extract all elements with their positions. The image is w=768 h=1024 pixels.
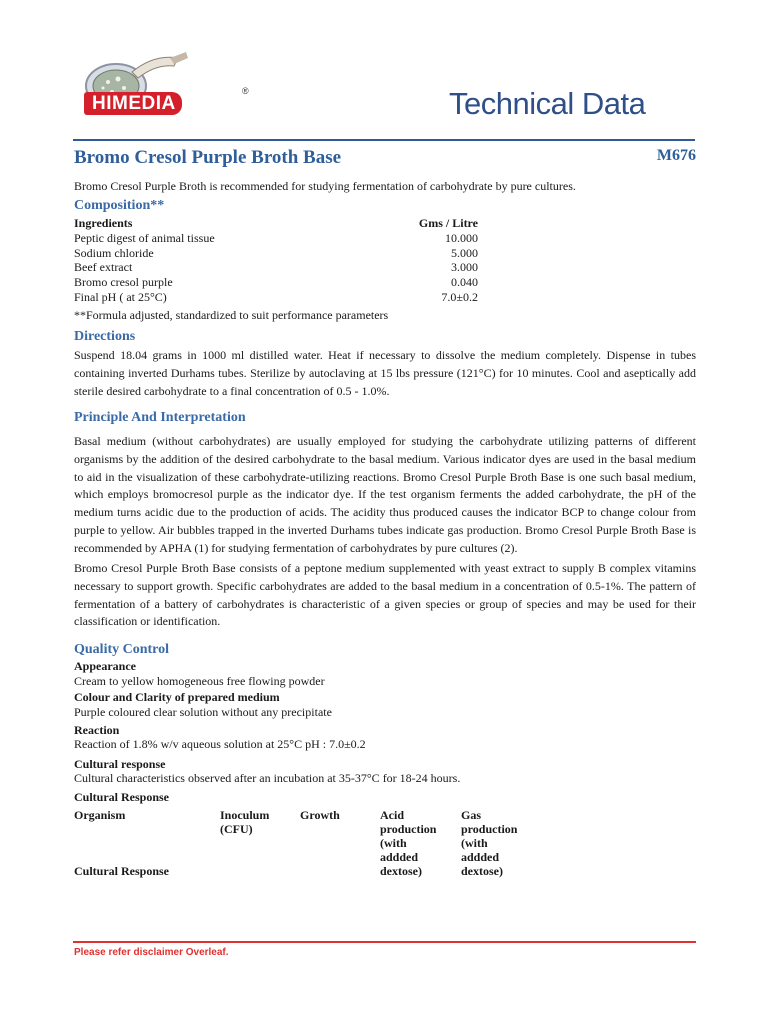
- growth-column-header: Growth: [300, 808, 340, 822]
- table-row: [74, 260, 478, 275]
- disclaimer-note: Please refer disclaimer Overleaf.: [74, 947, 229, 958]
- gas-production-column-header: Gas production (with addded dextose): [461, 808, 518, 878]
- amount-column-header: Gms / Litre: [418, 216, 478, 230]
- composition-heading: Composition**: [74, 198, 165, 213]
- table-row: [74, 231, 478, 246]
- cultural-response-label: Cultural response: [74, 757, 166, 771]
- ingredient-amount: 3.000: [451, 260, 478, 275]
- quality-control-heading: Quality Control: [74, 642, 170, 657]
- cultural-response-table-title: Cultural Response: [74, 790, 170, 804]
- ingredient-name: Bromo cresol purple: [74, 275, 173, 290]
- colour-clarity-label: Colour and Clarity of prepared medium: [74, 690, 280, 704]
- acid-production-column-header: Acid production (with addded dextose): [380, 808, 437, 878]
- product-name: Bromo Cresol Purple Broth Base: [74, 147, 342, 168]
- cultural-response-footer-label: Cultural Response: [74, 864, 170, 878]
- ingredient-name: Sodium chloride: [74, 245, 154, 260]
- ingredient-name: Beef extract: [74, 260, 133, 275]
- product-code: M676: [656, 147, 696, 164]
- organism-column-header: Organism: [74, 808, 126, 822]
- directions-text: Suspend 18.04 grams in 1000 ml distilled water. Heat if necessary to dissolve the medium completely. Dispense in tubes containing inverted Durhams tubes. Sterilize by autoclaving at 15 lbs pressure (121°C) for 10 minutes. Cool and aseptically add sterile desired carbohydrate to a final concentration of 0.5 - 1.0%.: [74, 348, 696, 398]
- footer-divider: [73, 941, 696, 943]
- reaction-label: Reaction: [74, 723, 120, 737]
- ingredient-amount: 7.0±0.2: [441, 289, 478, 304]
- ingredient-name: Peptic digest of animal tissue: [74, 230, 215, 245]
- page-header-title: Technical Data: [449, 86, 646, 121]
- cultural-response-value: Cultural characteristics observed after an incubation at 35-37°C for 18-24 hours.: [74, 771, 461, 785]
- ingredients-column-header: Ingredients: [74, 216, 133, 230]
- ingredient-name: Final pH ( at 25°C): [74, 289, 167, 304]
- composition-table: [74, 216, 478, 305]
- principle-paragraph-2: Bromo Cresol Purple Broth Base consists of a peptone medium supplemented with yeast extract to supply B complex vitamins necessary to support growth. Specific carbohydrates are added to the basal medium in a concentration of 0.5-1%. The pattern of fermentation of a battery of carbohydrates is characteristic of a given species or group of species and may be used for their classification or identification.: [74, 561, 696, 629]
- brand-logo-text: HIMEDIA: [84, 92, 182, 115]
- composition-footnote: **Formula adjusted, standardized to suit performance parameters: [74, 308, 389, 322]
- inoculum-column-header: Inoculum (CFU): [220, 808, 270, 836]
- directions-heading: Directions: [74, 329, 136, 344]
- product-intro: Bromo Cresol Purple Broth is recommended for studying fermentation of carbohydrate by pure cultures.: [74, 179, 576, 193]
- table-row: [74, 290, 478, 305]
- ingredient-amount: 10.000: [445, 230, 478, 245]
- table-row: [74, 246, 478, 261]
- colour-clarity-value: Purple coloured clear solution without any precipitate: [74, 705, 332, 719]
- appearance-value: Cream to yellow homogeneous free flowing powder: [74, 674, 325, 688]
- appearance-label: Appearance: [74, 659, 136, 673]
- table-row: [74, 275, 478, 290]
- reaction-value: Reaction of 1.8% w/v aqueous solution at 25°C pH : 7.0±0.2: [74, 737, 366, 751]
- ingredient-amount: 5.000: [451, 245, 478, 260]
- composition-header-row: [74, 216, 478, 231]
- header-divider: [73, 139, 695, 141]
- registered-mark: ®: [242, 86, 249, 96]
- principle-paragraph-1: Basal medium (without carbohydrates) are usually employed for studying the carbohydrate utilizing patterns of different organisms by the addition of the desired carbohydrate to the basal medium. Various indicator dyes are used in the basal medium to aid in the visualization of these carbohydrate-utilizing reactions. Bromo Cresol Purple Broth Base is one such basal medium, which employs bromocresol purple as the indicator dye. If the test organism ferments the added carbohydrate, the pH of the medium turns acidic due to the production of acids. The acidity thus produced causes the indicator BCP to change colour from purple to yellow. Air bubbles trapped in the inverted Durhams tubes indicate gas production. Bromo Cresol Purple Broth Base is recommended by APHA (1) for studying fermentation of carbohydrates by pure cultures (2).: [74, 434, 696, 555]
- ingredient-amount: 0.040: [451, 275, 478, 290]
- principle-heading: Principle And Interpretation: [74, 410, 246, 425]
